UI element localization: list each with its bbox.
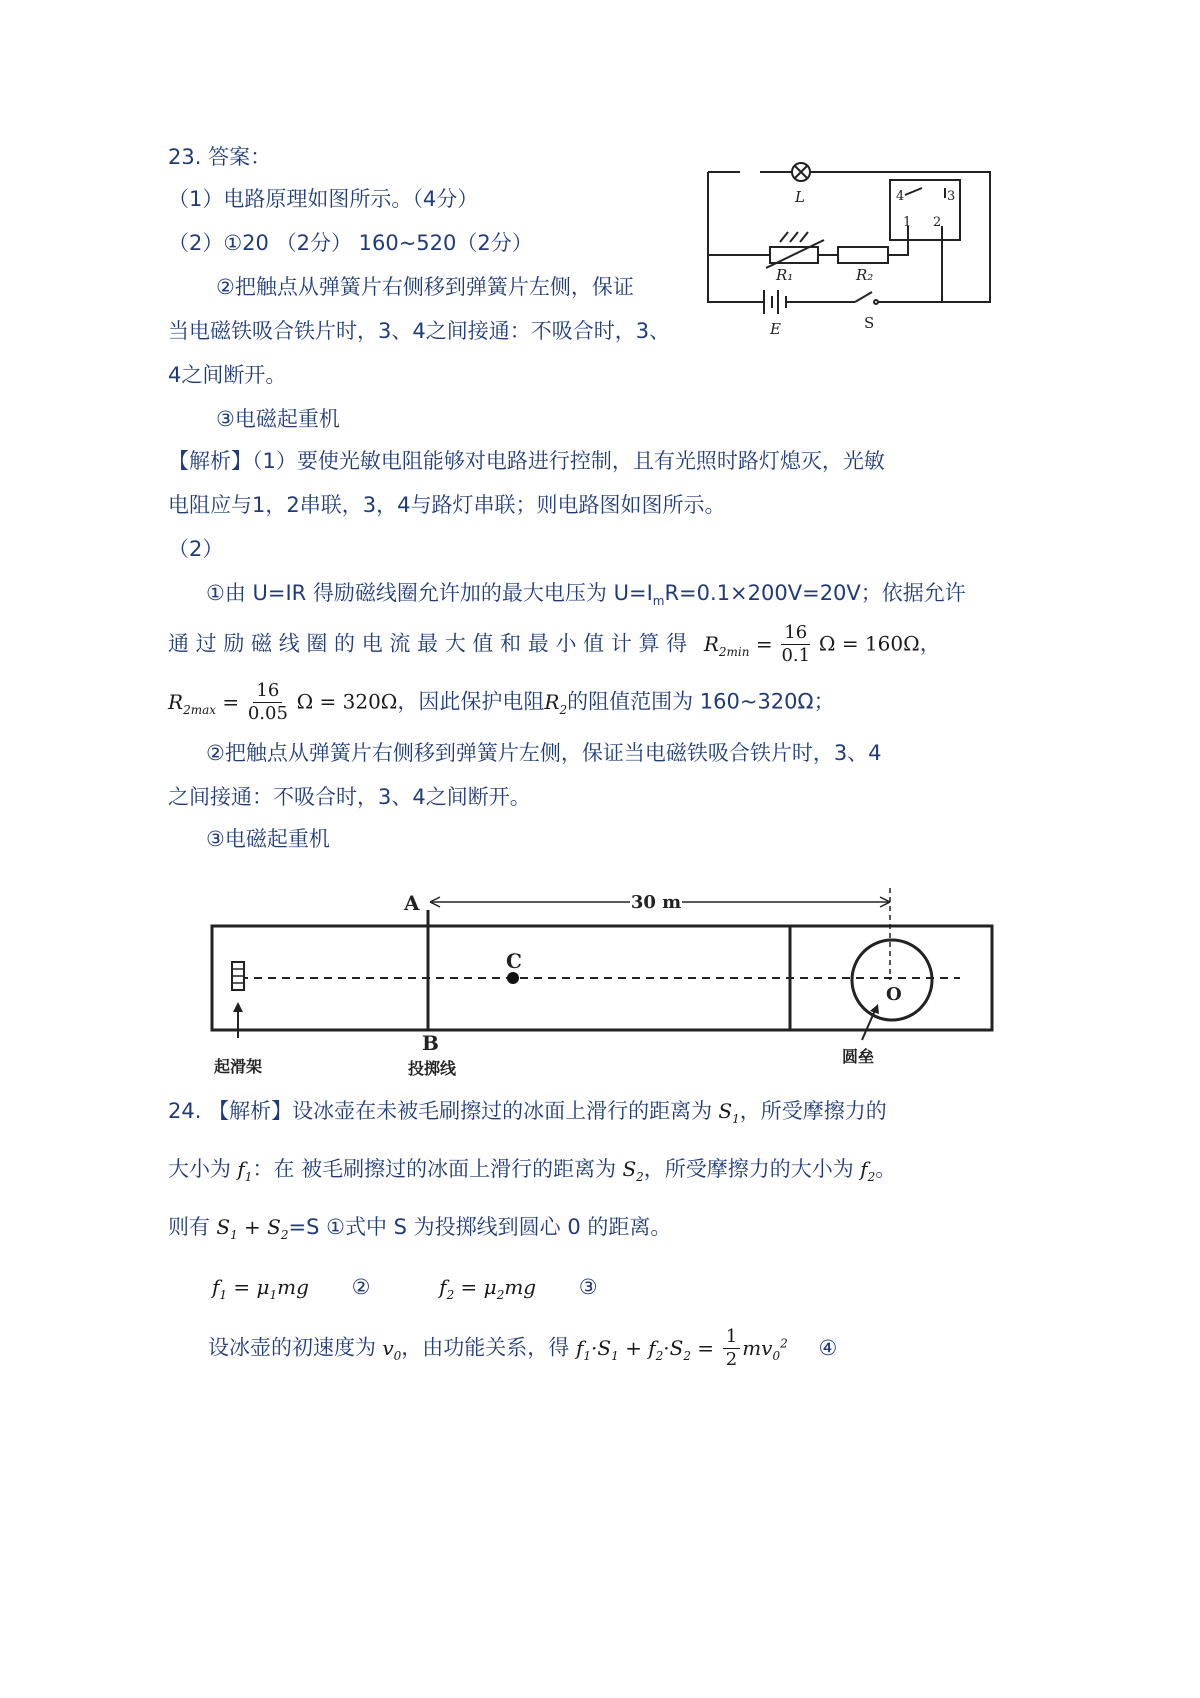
rink-label-A: A — [404, 891, 420, 915]
circuit-diagram — [700, 150, 1000, 340]
energy-equation: $f_1\cdot S_1 + f_2\cdot S_2$ = — [575, 1335, 715, 1363]
r2-symbol: $R_2$ — [544, 689, 568, 717]
r2max-symbol: $R_{2max}$ = — [168, 689, 240, 717]
q23-answer-2b-line2: 当电磁铁吸合铁片时，3、4之间接通：不吸合时，3、 — [168, 319, 671, 343]
exp6-tail: 的阻值范围为 160~320Ω； — [567, 689, 835, 714]
eq2-marker: ② — [351, 1275, 371, 1299]
curling-rink-diagram — [200, 880, 1000, 1080]
circuit-L: L — [795, 188, 805, 206]
eq4-marker: ④ — [818, 1335, 838, 1360]
r2min-symbol: $R_{2min}$ = — [703, 631, 773, 659]
q23-explanation-9: ③电磁起重机 — [206, 827, 330, 851]
q23-answer-2: （2）①20 （2分） 160~520（2分） — [168, 231, 533, 255]
rink-label-O: O — [886, 984, 902, 1005]
rink-label-C: C — [506, 949, 522, 973]
circuit-node-2: 2 — [933, 215, 942, 230]
exp4-text: ①由 U=IR 得励磁线圈允许加的最大电压为 U=I — [206, 581, 653, 605]
r2min-fraction: $\frac{16}{0.1}$ — [781, 622, 811, 666]
q23-explanation-7: ②把触点从弹簧片右侧移到弹簧片左侧，保证当电磁铁吸合铁片时，3、4 — [206, 741, 882, 765]
rink-distance-label: 30 m — [630, 892, 682, 913]
exp4-sub: m — [652, 594, 665, 609]
kinetic-energy: $mv_0^2$ — [742, 1335, 788, 1363]
r2max-fraction: $\frac{16}{0.05}$ — [247, 680, 288, 724]
eq-f2: $f_2 = \mu_2mg$ — [439, 1275, 537, 1302]
circuit-node-1: 1 — [903, 215, 912, 230]
q24-line-5: 设冰壶的初速度为 $v_0$，由功能关系，得 $f_1\cdot S_1 + f_2\cdot S_2$ = $\frac{1}{2}$ $mv_0^2$ ④ — [208, 1326, 838, 1370]
q23-explanation-8: 之间接通：不吸合时，3、4之间断开。 — [168, 785, 531, 809]
q24-line-3: 则有 $S_1 + S_2=S$ ①式中 S 为投掷线到圆心 0 的距离。 — [168, 1215, 672, 1242]
q23-answer-3: ③电磁起重机 — [216, 407, 340, 431]
q23-explanation-4 — [206, 578, 966, 616]
q23-answer-2b-line3: 4之间断开。 — [168, 363, 287, 387]
q23-explanation-6 — [168, 680, 835, 725]
circuit-node-3: 3 — [947, 189, 956, 204]
q23-explanation-3: （2） — [168, 537, 224, 561]
rink-label-B: B — [422, 1031, 439, 1055]
f2-symbol: $f_2$ — [853, 1157, 876, 1184]
v0-symbol: $v_0$ — [376, 1335, 402, 1363]
exp6-text: ，因此保护电阻 — [397, 689, 545, 714]
circuit-R1: R₁ — [776, 266, 794, 284]
q24-equations-2-3 — [212, 1272, 598, 1310]
r2min-result: Ω = 160Ω — [818, 631, 920, 656]
f1-symbol: $f_1$ — [231, 1157, 253, 1184]
q24-line-1: 24. 【解析】设冰壶在未被毛刷擦过的冰面上滑行的距离为 $S_1$，所受摩擦力的 — [168, 1099, 887, 1126]
rink-circle-label: 圆垒 — [842, 1047, 875, 1066]
half-fraction: $\frac{1}{2}$ — [723, 1326, 740, 1371]
q23-answer-1: （1）电路原理如图所示。（4分） — [168, 187, 479, 211]
eq-f1: $f_1 = \mu_1mg$ — [212, 1275, 309, 1302]
q23-explanation-2: 电阻应与1，2串联，3，4与路灯串联；则电路图如图所示。 — [168, 493, 726, 517]
s1-symbol: $S_1$ — [712, 1099, 740, 1126]
s1-plus-s2: $S_1 + S_2$ — [210, 1215, 289, 1242]
circuit-node-4: 4 — [896, 189, 905, 204]
s2-symbol: $S_2$ — [616, 1157, 644, 1184]
q23-explanation-5: 通 过 励 磁 线 圈 的 电 流 最 大 值 和 最 小 值 计 算 得 $R_{2min}$ = $\frac{16}{0.1}$ Ω = 160Ω， — [168, 622, 941, 666]
q23-header: 23. 答案： — [168, 145, 272, 169]
eq3-marker: ③ — [578, 1275, 598, 1299]
q23-explanation-1: 【解析】（1）要使光敏电阻能够对电路进行控制，且有光照时路灯熄灭，光敏 — [168, 449, 885, 473]
exp5-text: 通 过 励 磁 线 圈 的 电 流 最 大 值 和 最 小 值 计 算 得 — [168, 631, 688, 656]
circuit-E: E — [770, 320, 781, 338]
circuit-R2: R₂ — [856, 266, 874, 284]
exp4-tail: R=0.1×200V=20V；依据允许 — [664, 581, 966, 605]
q24-line-2: 大小为 $f_1$：在 被毛刷擦过的冰面上滑行的距离为 $S_2$，所受摩擦力的大小为 $f_2$。 — [168, 1157, 897, 1184]
r2max-result: Ω = 320Ω — [296, 689, 398, 714]
rink-start-label: 起滑架 — [214, 1057, 263, 1076]
q23-answer-2b-line1: ②把触点从弹簧片右侧移到弹簧片左侧，保证 — [216, 275, 634, 299]
circuit-S: S — [864, 314, 875, 332]
rink-throw-line-label: 投掷线 — [408, 1059, 457, 1078]
